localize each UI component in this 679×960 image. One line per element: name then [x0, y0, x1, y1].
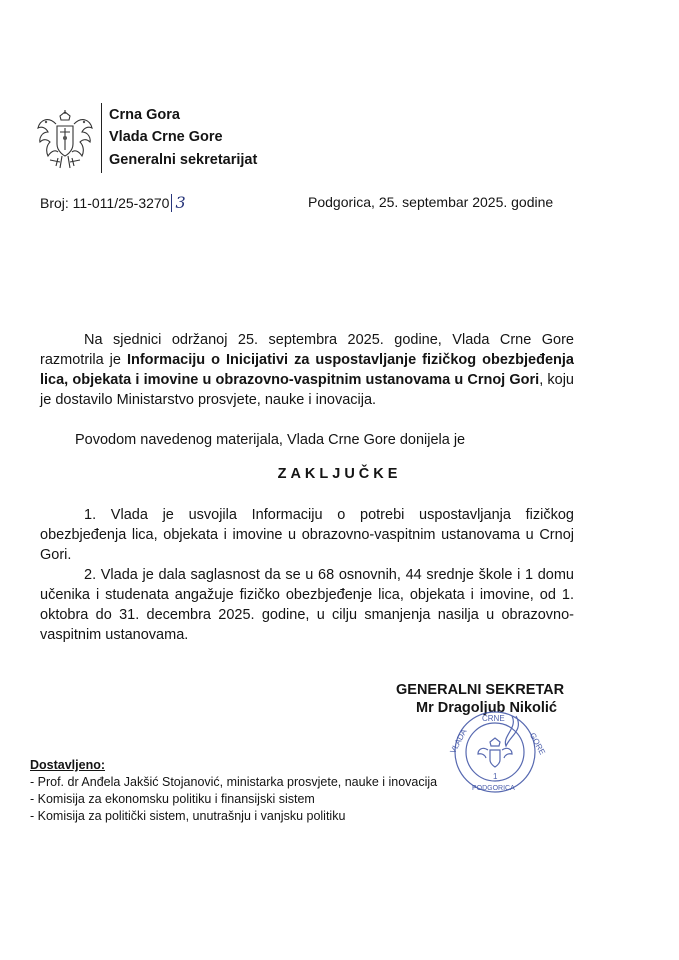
header-country: Crna Gora: [109, 107, 180, 123]
distribution-item-1: - Prof. dr Anđela Jakšić Stojanović, ministarka prosvjete, nauke i inovacija: [30, 775, 438, 789]
header-divider: [101, 103, 102, 173]
conclusion-2: 2. Vlada je dala saglasnost da se u 68 osnovnih, 44 srednje škole i 1 domu učenika i studenata angažuje fizičko obezbjeđenje lica, objekata i imovine, od 1. oktobra do 31. decembra 2025. godine, u cilju smanjenja nasilja u obrazovno-vaspitnim ustanovama.: [40, 567, 574, 643]
intro-text-1: Na sjednici održanoj 25. septembra 2025. godine, Vlada Crne Gore razmotrila je: [40, 332, 574, 368]
handwritten-suffix: 3: [175, 193, 186, 212]
intro-paragraph: [40, 330, 574, 410]
stamp-text-number: 1: [493, 772, 498, 781]
conclusion-1: 1. Vlada je usvojila Informaciju o potrebi uspostavljanja fizičkog obezbjeđenja lica, objekata i imovine u obrazovno-vaspitnim ustanovama u Crnoj Gori.: [40, 507, 574, 563]
distribution-item-3: - Komisija za politički sistem, unutrašnju i vanjsku politiku: [30, 809, 346, 823]
reference-number: Broj: 11-011/25-3270: [40, 195, 170, 211]
official-stamp-icon: [432, 706, 558, 794]
coat-of-arms-icon: [36, 110, 94, 172]
signature-name: Mr Dragoljub Nikolić: [416, 700, 557, 716]
stamp-text-vlada: VLADA: [448, 727, 469, 756]
header-secretariat: Generalni sekretarijat: [109, 152, 258, 168]
povodom-line: Povodom navedenog materijala, Vlada Crne Gore donijela je: [75, 432, 466, 448]
signature-role: GENERALNI SEKRETAR: [396, 682, 565, 698]
stamp-text-crne: CRNE: [482, 714, 505, 723]
distribution-item-2: - Komisija za ekonomsku politiku i finansijski sistem: [30, 792, 315, 806]
intro-text-2: , koju je dostavilo Ministarstvo prosvjete, nauke i inovacija.: [40, 372, 574, 408]
stamp-text-city: PODGORICA: [472, 785, 515, 792]
handwritten-mark: [171, 194, 172, 212]
intro-bold-title: Informaciju o Inicijativi za uspostavljanje fizičkog obezbjeđenja lica, objekata i imovine u obrazovno-vaspitnim ustanovama u Crnoj Gori: [40, 352, 574, 388]
place-date: Podgorica, 25. septembar 2025. godine: [308, 194, 554, 210]
distribution-title: Dostavljeno:: [30, 758, 106, 772]
header-government: Vlada Crne Gore: [109, 129, 223, 145]
reference-number-row: [40, 193, 186, 212]
stamp-text-gore: GORE: [527, 731, 547, 757]
conclusions-title: ZAKLJUČKE: [277, 466, 402, 482]
